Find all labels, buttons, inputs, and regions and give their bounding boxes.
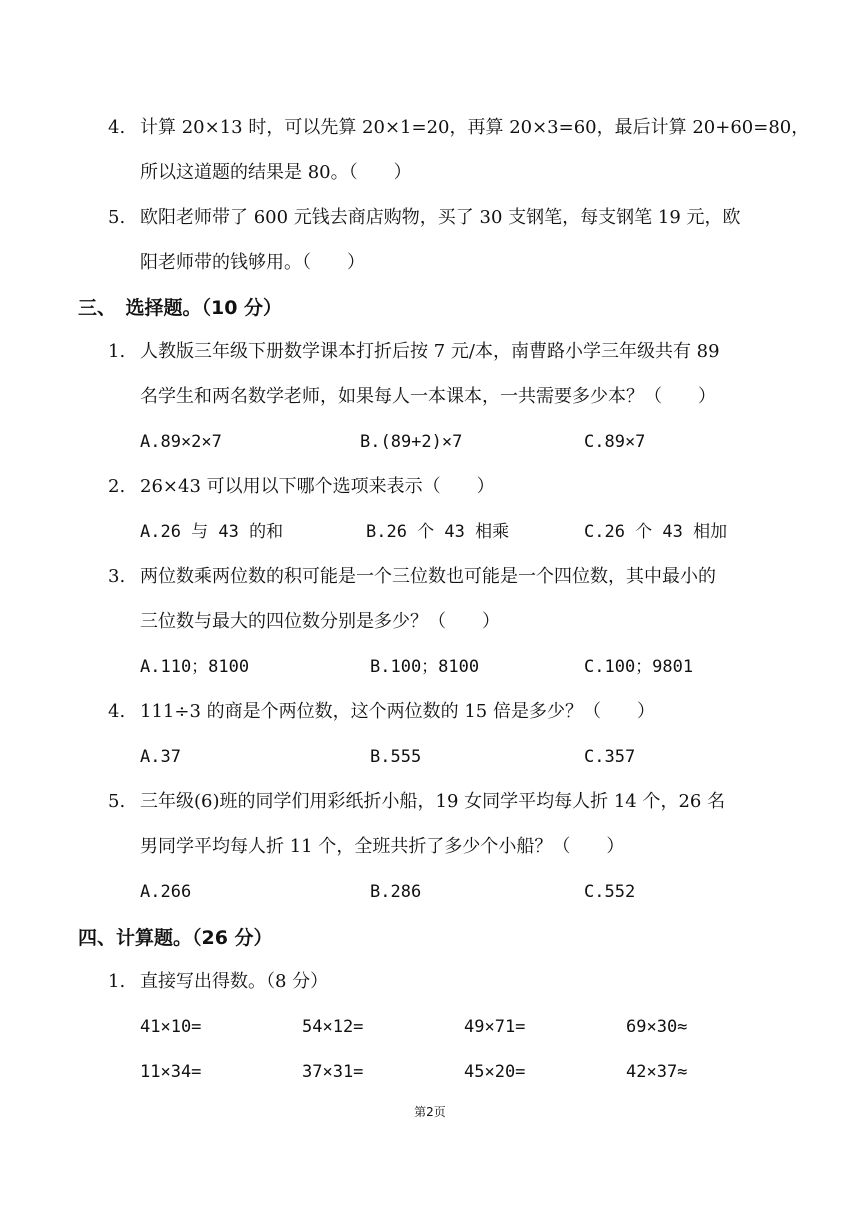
option-a: A.37 [140,747,181,767]
calc-item: 41×10= [140,1017,202,1037]
question-text: 三年级(6)班的同学们用彩纸折小船，19 女同学平均每人折 14 个，26 名 [140,791,726,812]
option-b: B.555 [370,747,422,767]
option-a: A.26 与 43 的和 [140,522,284,542]
question-number: 5. [108,207,126,228]
page-number: 第2页 [414,1105,446,1119]
question-number: 5. [108,791,126,812]
question-text: 人教版三年级下册数学课本打折后按 7 元/本，南曹路小学三年级共有 89 [140,341,720,362]
question-text: 计算 20×13 时，可以先算 20×1=20，再算 20×3=60，最后计算 20+60=80， [140,117,810,138]
question-number: 3. [108,566,126,587]
option-b: B.100；8100 [370,657,480,677]
question-text: 所以这道题的结果是 80。（ ） [140,162,412,183]
question-number: 4. [108,701,126,722]
option-c: C.26 个 43 相加 [584,522,728,542]
question-number: 4. [108,117,126,138]
calc-item: 49×71= [464,1017,526,1037]
question-number: 1. [108,341,126,362]
calc-item: 11×34= [140,1062,202,1082]
question-text: 欧阳老师带了 600 元钱去商店购物，买了 30 支钢笔，每支钢笔 19 元，欧 [140,207,741,228]
section-title: 三、 选择题。（10 分） [78,297,283,319]
option-c: C.100；9801 [584,657,694,677]
calc-item: 45×20= [464,1062,526,1082]
question-number: 1. [108,971,126,992]
option-a: A.89×2×7 [140,432,222,452]
option-b: B.(89+2)×7 [360,432,463,452]
question-text: 阳老师带的钱够用。（ ） [140,252,365,273]
section-title: 四、计算题。（26 分） [78,927,273,949]
option-a: A.266 [140,882,192,902]
question-text: 男同学平均每人折 11 个，全班共折了多少个小船？（ ） [140,836,625,857]
question-text: 26×43 可以用以下哪个选项来表示（ ） [140,476,495,497]
question-text: 直接写出得数。（8 分） [140,971,329,992]
option-c: C.357 [584,747,636,767]
question-text: 三位数与最大的四位数分别是多少？（ ） [140,611,500,632]
option-a: A.110；8100 [140,657,250,677]
calc-item: 54×12= [302,1017,364,1037]
question-text: 名学生和两名数学老师，如果每人一本课本，一共需要多少本？（ ） [140,386,716,407]
option-b: B.26 个 43 相乘 [366,522,510,542]
option-c: C.89×7 [584,432,646,452]
calc-item: 42×37≈ [626,1062,688,1082]
calc-item: 37×31= [302,1062,364,1082]
calc-item: 69×30≈ [626,1017,688,1037]
question-text: 两位数乘两位数的积可能是一个三位数也可能是一个四位数，其中最小的 [140,566,716,587]
question-number: 2. [108,476,126,497]
option-b: B.286 [370,882,422,902]
question-text: 111÷3 的商是个两位数，这个两位数的 15 倍是多少？（ ） [140,701,655,722]
option-c: C.552 [584,882,636,902]
